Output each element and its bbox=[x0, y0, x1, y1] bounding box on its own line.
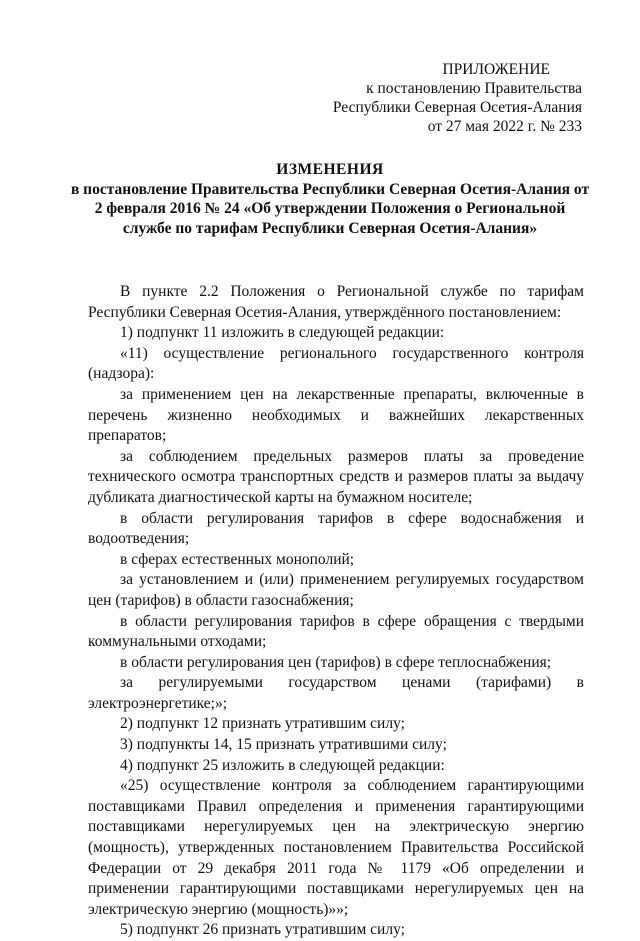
paragraph: «25) осуществление контроля за соблюдением гарантирующими поставщиками Правил определения и применения гарантирующими поставщиками нерегулируемых цен на электрическую энергию (мощность), утвержденных постановлением Правительства Российской Федерации от 29 декабря 2011 года № 1179 «Об определении и применении гарантирующими поставщиками нерегулируемых цен на электрическую энергию (мощность)»»; bbox=[88, 777, 584, 918]
paragraph: в области регулирования цен (тарифов) в сфере теплоснабжения; bbox=[120, 653, 552, 671]
paragraph: за соблюдением предельных размеров платы за проведение технического осмотра транспортных средств и размеров платы за выдачу дубликата диагностической карты на бумажном носителе; bbox=[88, 447, 584, 506]
paragraph: «11) осуществление регионального государственного контроля (надзора): bbox=[88, 344, 584, 383]
paragraph: 3) подпункты 14, 15 признать утратившими силу; bbox=[120, 736, 447, 754]
paragraph: за регулируемыми государством ценами (тарифами) в электроэнергетике;»; bbox=[88, 674, 584, 712]
paragraph: В пункте 2.2 Положения о Региональной службе по тарифам Республики Северная Осетия-Алания, утверждённого постановлением: bbox=[88, 283, 584, 321]
paragraph: 1) подпункт 11 изложить в следующей редакции: bbox=[120, 324, 445, 342]
appendix-date-number: от 27 мая 2022 г. № 233 bbox=[427, 118, 582, 135]
paragraph: за установлением и (или) применением регулируемых государством цен (тарифов) в области газоснабжения; bbox=[88, 571, 584, 609]
paragraph: в области регулирования тарифов в сфере водоснабжения и водоотведения; bbox=[88, 509, 584, 548]
heading-title: ИЗМЕНЕНИЯ bbox=[276, 161, 384, 178]
document-body bbox=[88, 282, 584, 941]
appendix-block bbox=[282, 60, 582, 136]
paragraph: 5) подпункт 26 признать утратившим силу; bbox=[120, 921, 405, 939]
document-heading bbox=[70, 160, 590, 238]
paragraph: 2) подпункт 12 признать утратившим силу; bbox=[120, 715, 405, 733]
appendix-title: ПРИЛОЖЕНИЕ bbox=[442, 61, 550, 78]
appendix-line: к постановлению Правительства bbox=[366, 80, 582, 97]
appendix-line: Республики Северная Осетия-Алания bbox=[332, 99, 582, 116]
paragraph: 4) подпункт 25 изложить в следующей редакции: bbox=[120, 756, 445, 774]
paragraph: в области регулирования тарифов в сфере обращения с твердыми коммунальными отходами; bbox=[88, 612, 584, 651]
paragraph: за применением цен на лекарственные препараты, включенные в перечень жизненно необходимых и важнейших лекарственных препаратов; bbox=[88, 385, 584, 445]
paragraph: в сферах естественных монополий; bbox=[120, 550, 355, 568]
heading-subtitle: в постановление Правительства Республики Северная Осетия-Алания от 2 февраля 2016 № 24 «Об утверждении Положения о Региональной службе по тарифам Республики Северная Осетия-Алания» bbox=[70, 180, 590, 237]
